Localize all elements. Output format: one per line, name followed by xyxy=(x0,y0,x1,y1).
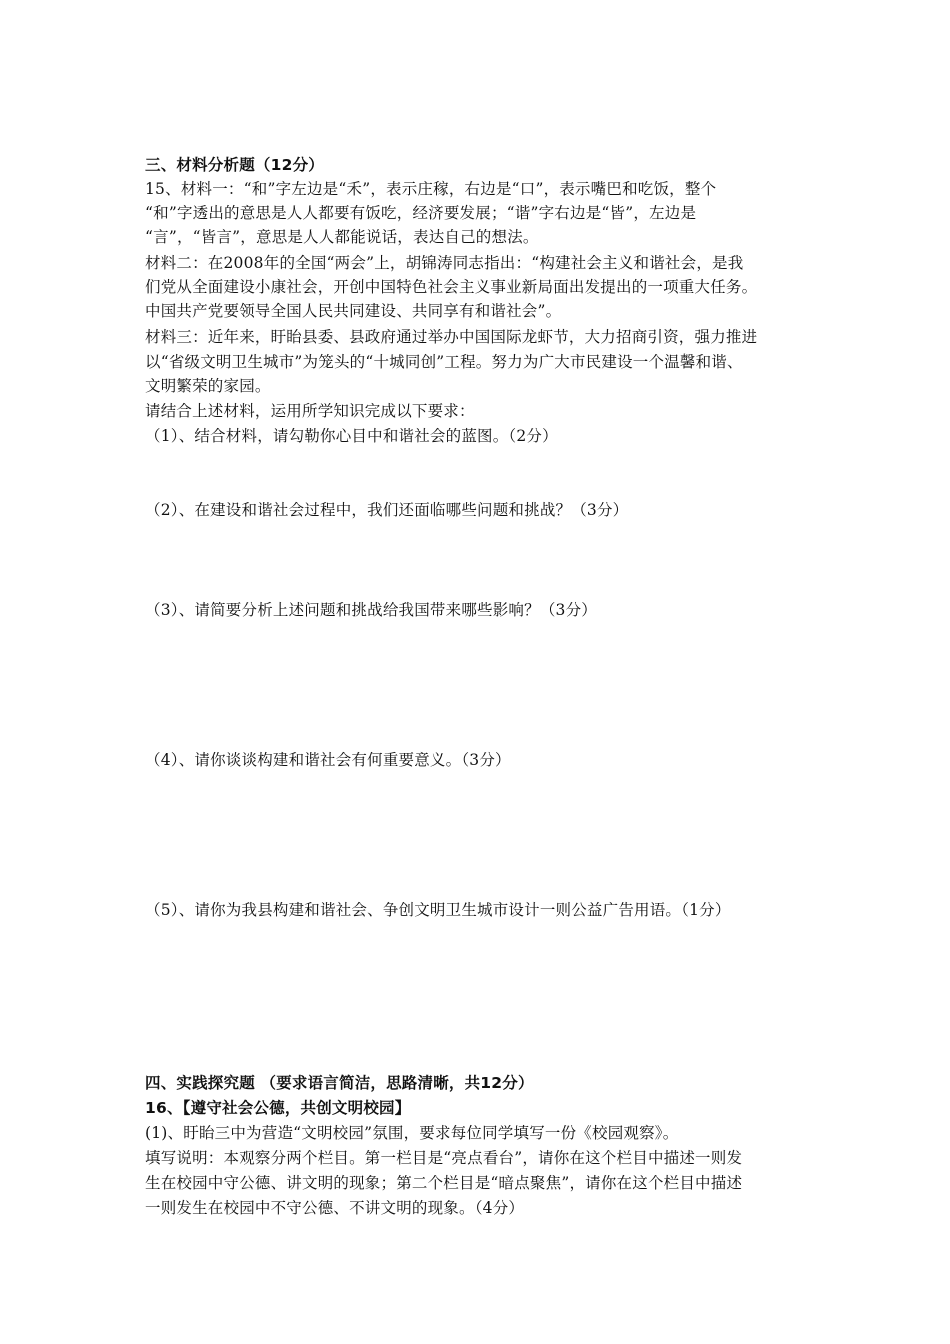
question-1: （1）、结合材料，请勾勒你心目中和谐社会的蓝图。（2分） xyxy=(145,427,558,445)
q16-part1-line-2: 填写说明：本观察分两个栏目。第一栏目是“亮点看台”，请你在这个栏目中描述一则发 xyxy=(145,1149,743,1167)
material-3-line-2: 以“省级文明卫生城市”为笼头的“十城同创”工程。努力为广大市民建设一个温馨和谐、 xyxy=(145,353,743,371)
question-3: （3）、请简要分析上述问题和挑战给我国带来哪些影响？（3分） xyxy=(145,601,597,619)
material-3-line-1: 材料三：近年来，盱眙县委、县政府通过举办中国国际龙虾节，大力招商引资，强力推进 xyxy=(145,328,758,346)
instruction-text: 请结合上述材料，运用所学知识完成以下要求： xyxy=(145,402,475,420)
section-4-heading: 四、实践探究题 （要求语言简洁，思路清晰，共12分） xyxy=(145,1074,534,1092)
q16-part1-line-1: (1)、盱眙三中为营造“文明校园”氛围，要求每位同学填写一份《校园观察》。 xyxy=(145,1124,679,1142)
q16-part1-line-4: 一则发生在校园中不守公德、不讲文明的现象。（4分） xyxy=(145,1199,525,1217)
material-1-line-2: “和”字透出的意思是人人都要有饭吃，经济要发展；“谐”字右边是“皆”，左边是 xyxy=(145,204,697,222)
question-2: （2）、在建设和谐社会过程中，我们还面临哪些问题和挑战？（3分） xyxy=(145,501,629,519)
material-1-line-3: “言”，“皆言”，意思是人人都能说话，表达自己的想法。 xyxy=(145,228,539,246)
material-2-line-3: 中国共产党要领导全国人民共同建设、共同享有和谐社会”。 xyxy=(145,302,562,320)
question-16-title: 16、【遵守社会公德，共创文明校园】 xyxy=(145,1099,411,1117)
material-2-line-1: 材料二：在2008年的全国“两会”上，胡锦涛同志指出：“构建社会主义和谐社会，是我 xyxy=(145,254,744,272)
material-1-line-1: 15、材料一：“和”字左边是“禾”，表示庄稼，右边是“口”，表示嘴巴和吃饭，整个 xyxy=(145,180,717,198)
section-3-heading: 三、材料分析题（12分） xyxy=(145,156,324,174)
q16-part1-line-3: 生在校园中守公德、讲文明的现象；第二个栏目是“暗点聚焦”，请你在这个栏目中描述 xyxy=(145,1174,743,1192)
question-4: （4）、请你谈谈构建和谐社会有何重要意义。（3分） xyxy=(145,751,511,769)
material-3-line-3: 文明繁荣的家园。 xyxy=(145,377,271,395)
material-2-line-2: 们党从全面建设小康社会，开创中国特色社会主义事业新局面出发提出的一项重大任务。 xyxy=(145,278,758,296)
question-5: （5）、请你为我县构建和谐社会、争创文明卫生城市设计一则公益广告用语。（1分） xyxy=(145,901,731,919)
